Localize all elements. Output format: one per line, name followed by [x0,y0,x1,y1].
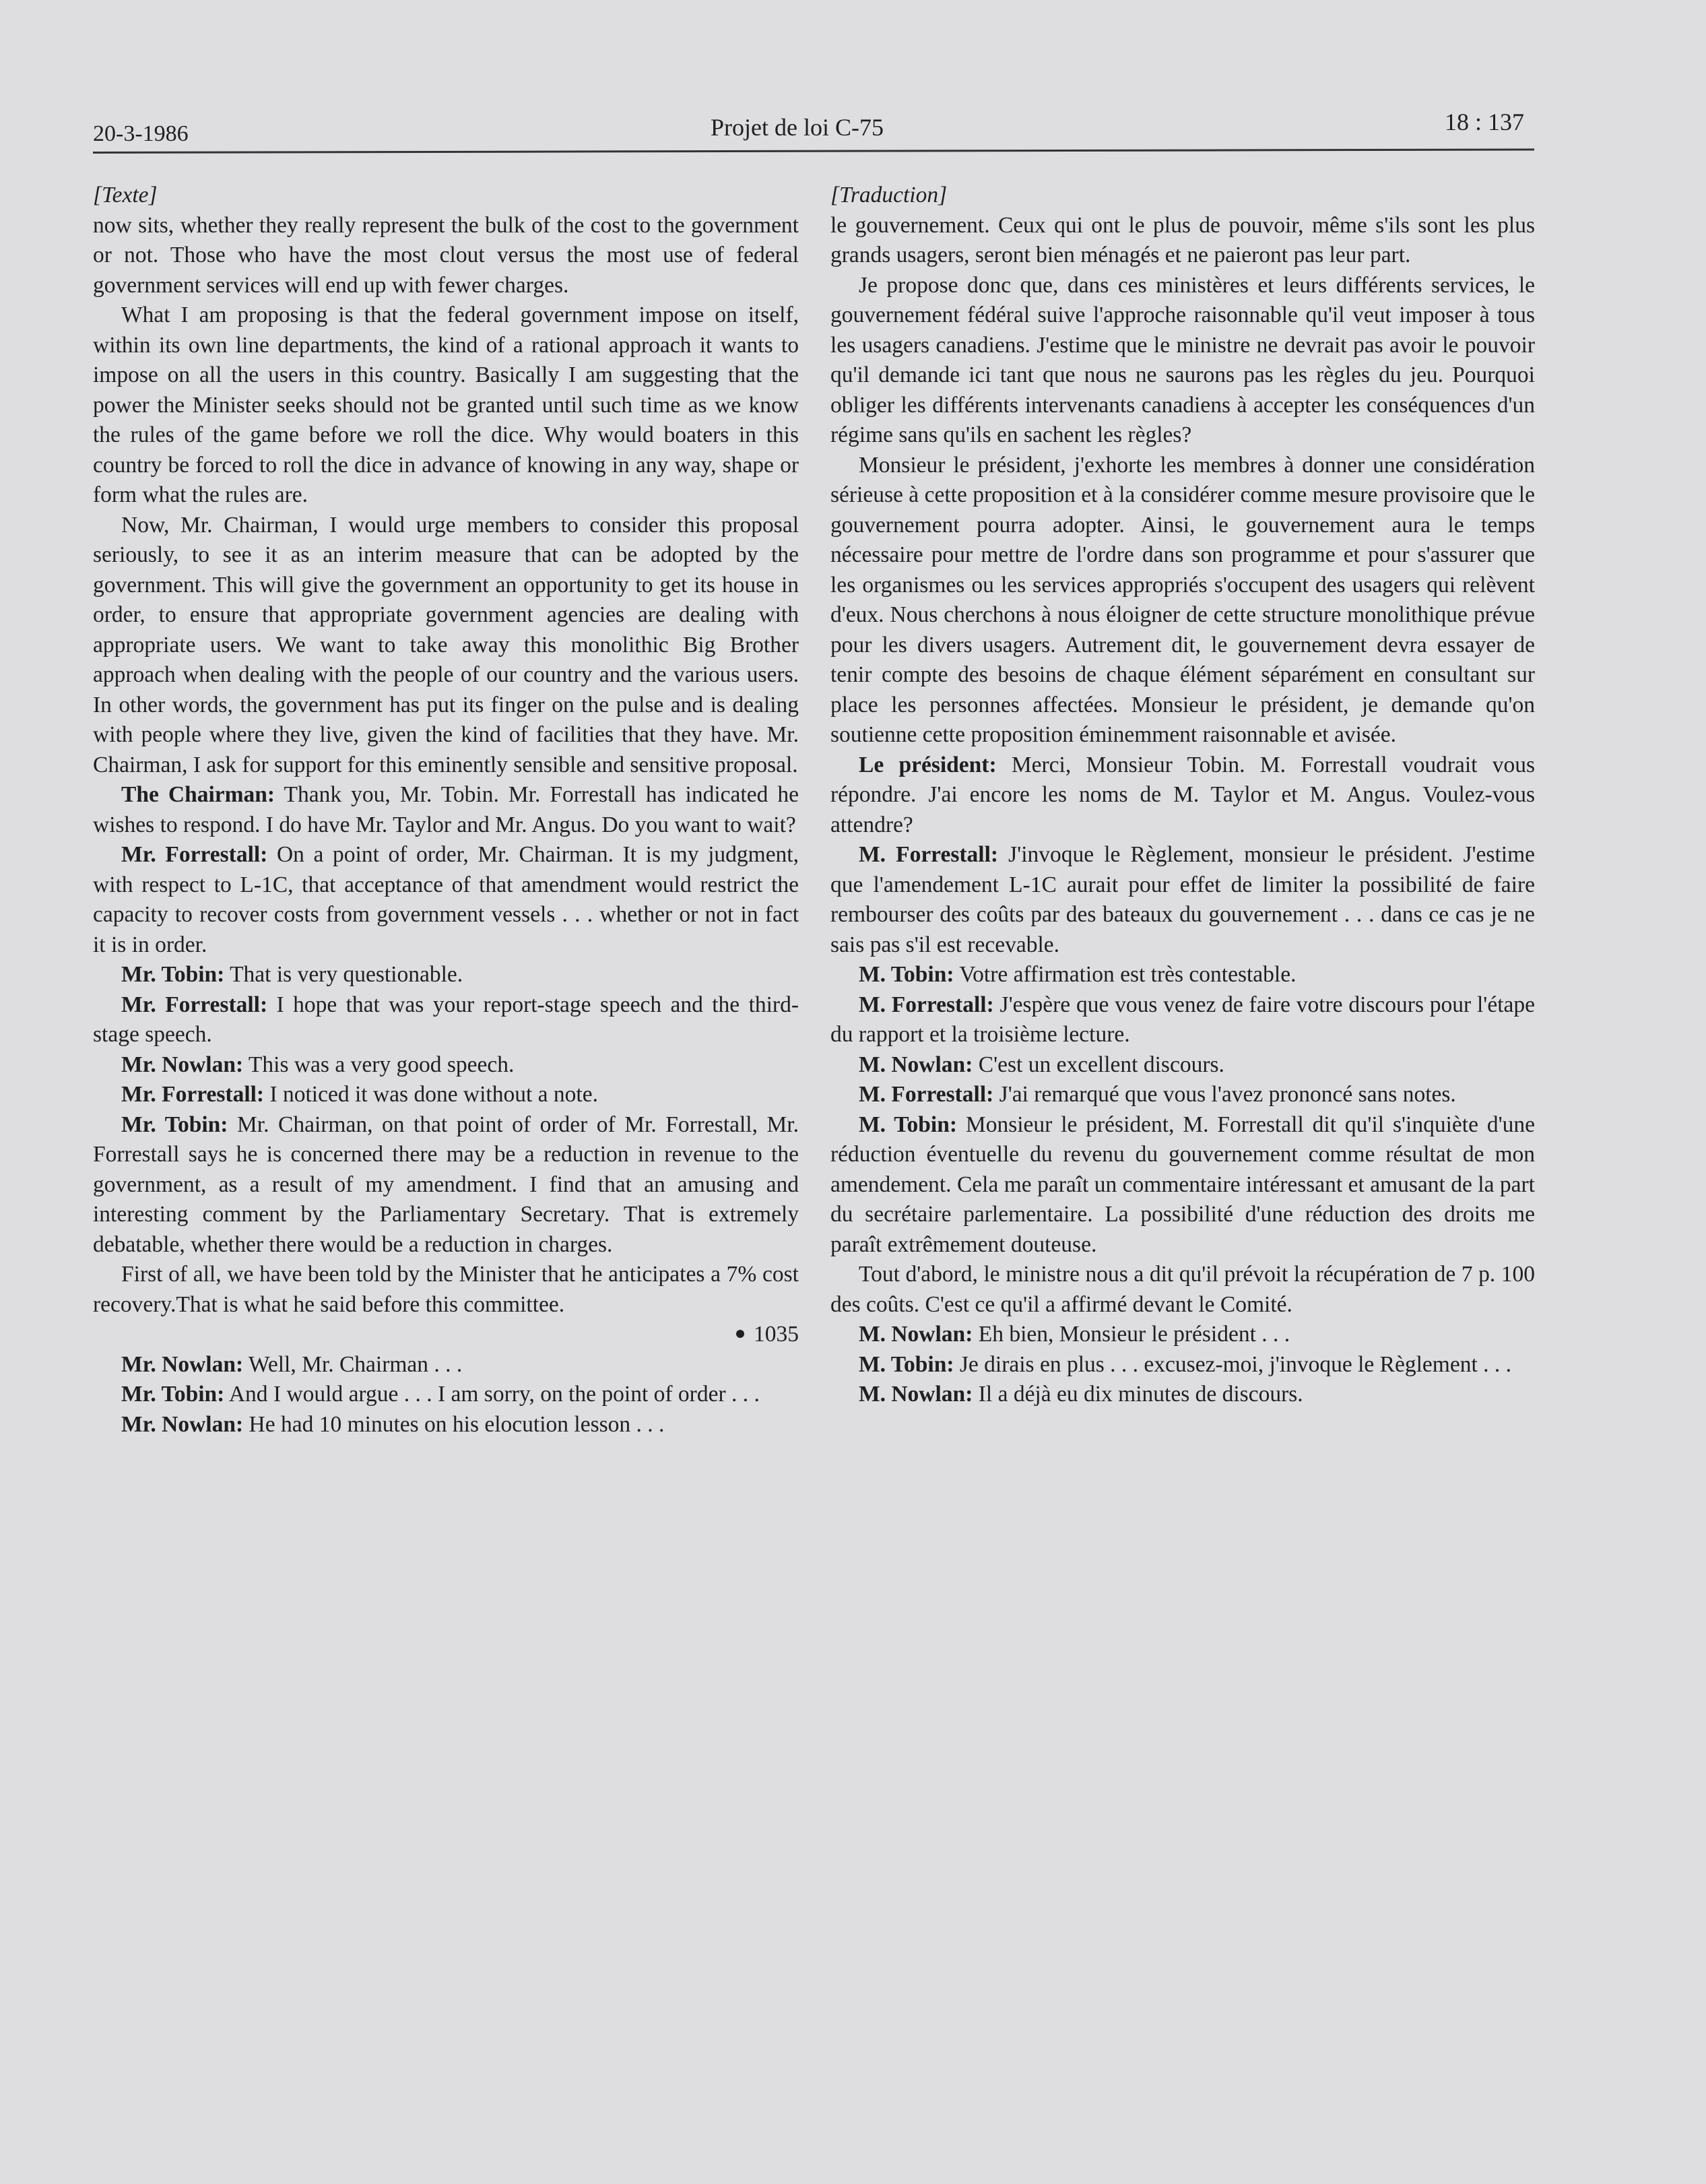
speech-text: And I would argue . . . I am sorry, on the point of order . . . [224,1382,760,1407]
speech [830,1080,1535,1110]
bullet-icon [736,1330,744,1338]
speech-text: Thank you, Mr. Tobin. Mr. Forrestall has indicated he wishes to respond. I do have Mr. Taylor and Mr. Angus. Do you want to wait? [93,782,799,837]
speech-text: Je dirais en plus . . . excusez-moi, j'invoque le Règlement . . . [954,1351,1512,1377]
time-marker [93,1320,799,1350]
speaker-name: Mr. Nowlan: [121,1411,244,1437]
speech [93,1350,799,1380]
speech [830,990,1535,1050]
speech-text: Merci, Monsieur Tobin. M. Forrestall voudrait vous répondre. J'ai encore les noms de M. Taylor et M. Angus. Voulez-vous attendre? [830,752,1535,837]
speaker-name: Mr. Nowlan: [121,1351,244,1377]
speaker-name: Mr. Forrestall: [121,842,268,867]
speech-text: J'invoque le Règlement, monsieur le président. J'estime que l'amendement L-1C aurait pour effet de limiter la possibilité de faire rembourser des coûts par des bateaux du gouvernement . . . dans ce cas je ne sais pas s'il est recevable. [830,842,1535,957]
speaker-name: M. Nowlan: [859,1382,973,1407]
paragraph: What I am proposing is that the federal government impose on itself, within its own line departments, the kind of a rational approach it wants to impose on all the users in this country. Basically I am suggesting that the power the Minister seeks should not be granted until such time as we know the rules of the game before we roll the dice. Why would boaters in this country be forced to roll the dice in advance of knowing in any way, shape or form what the rules are. [93,302,799,507]
paragraph: First of all, we have been told by the Minister that he anticipates a 7% cost recovery.That is what he said before this committee. [93,1262,799,1317]
speaker-name: M. Tobin: [859,962,954,987]
paragraph: Tout d'abord, le ministre nous a dit qu'il prévoit la récupération de 7 p. 100 des coûts. C'est ce qu'il a affirmé devant le Comité. [830,1262,1535,1317]
speaker-name: Mr. Nowlan: [121,1052,244,1077]
speech [830,750,1535,841]
speaker-name: M. Forrestall: [859,842,999,867]
speech [93,990,799,1050]
header-page-number: 18 : 137 [1445,108,1525,135]
paragraph: Now, Mr. Chairman, I would urge members to consider this proposal seriously, to see it as an interim measure that can be adopted by the government. This will give the government an opportunity to get its house in order, to ensure that appropriate government agencies are dealing with appropriate users. We want to take away this monolithic Big Brother approach when dealing with the people of our country and the various users. In other words, the government has put its finger on the pulse and is dealing with people where they live, given the kind of facilities that they have. Mr. Chairman, I ask for support for this eminently sensible and sensitive proposal. [93,512,799,777]
speaker-name: M. Forrestall: [859,992,994,1017]
speech [830,960,1535,990]
speech [830,1110,1535,1260]
time-marker-text: 1035 [754,1322,799,1347]
speaker-name: Le président: [859,752,997,777]
speaker-name: The Chairman: [121,782,275,807]
speaker-name: Mr. Forrestall: [121,1082,265,1107]
speech-text: On a point of order, Mr. Chairman. It is my judgment, with respect to L-1C, that acceptance of that amendment would restrict the capacity to recover costs from government vessels . . . whether or not in fact it is in order. [93,842,799,957]
speaker-name: Mr. Forrestall: [121,992,268,1017]
speech-text: Well, Mr. Chairman . . . [243,1351,463,1377]
speaker-name: M. Nowlan: [859,1052,973,1077]
english-column [93,181,799,1440]
speech-text: C'est un excellent discours. [973,1052,1224,1077]
speaker-name: M. Nowlan: [859,1322,973,1347]
speech-text: That is very questionable. [224,962,463,987]
speech [830,1320,1535,1350]
speaker-name: Mr. Tobin: [121,1382,225,1407]
speech-text: He had 10 minutes on his elocution lesson . . . [243,1411,665,1437]
french-column [830,181,1535,1410]
speaker-name: Mr. Tobin: [121,962,225,987]
speech [93,780,799,840]
speech-text: J'ai remarqué que vous l'avez prononcé sans notes. [993,1082,1456,1107]
paragraph: Je propose donc que, dans ces ministères et leurs différents services, le gouvernement fédéral suive l'approche raisonnable qu'il veut imposer à tous les usagers canadiens. J'estime que le ministre ne devrait pas avoir le pouvoir qu'il demande ici tant que nous ne saurons pas les règles du jeu. Pourquoi obliger les différents intervenants canadiens à accepter les conséquences d'un régime sans qu'ils en sachent les règles? [830,272,1535,447]
speaker-name: M. Tobin: [859,1351,954,1377]
speech [93,1410,799,1440]
speech [93,1050,799,1081]
page-header [0,0,1706,162]
speech-text: I hope that was your report-stage speech and the third-stage speech. [93,992,799,1047]
column-tag: [Traduction] [830,183,948,207]
speech [93,1380,799,1410]
speech-text: Mr. Chairman, on that point of order of Mr. Forrestall, Mr. Forrestall says he is concerned there may be a reduction in revenue to the government, as a result of my amendment. I find that an amusing and interesting comment by the Parliamentary Secretary. That is extremely debatable, whether there would be a reduction in charges. [93,1112,799,1257]
speaker-name: M. Tobin: [859,1112,958,1137]
paragraph: now sits, whether they really represent the bulk of the cost to the government or not. Those who have the most clout versus the most use of federal government services will end up with fewer charges. [93,212,799,298]
speech-text: I noticed it was done without a note. [264,1082,598,1107]
paragraph: le gouvernement. Ceux qui ont le plus de pouvoir, même s'ils sont les plus grands usagers, seront bien ménagés et ne paieront pas leur part. [830,212,1535,267]
speech-text: Monsieur le président, M. Forrestall dit qu'il s'inquiète d'une réduction éventuelle du revenu du gouvernement comme résultat de mon amendement. Cela me paraît un commentaire intéressant et amusant de la part du secrétaire parlementaire. La possibilité d'une réduction des droits me paraît extrêmement douteuse. [830,1112,1535,1257]
speech-text: J'espère que vous venez de faire votre discours pour l'étape du rapport et la troisième lecture. [830,992,1536,1047]
header-title: Projet de loi C-75 [711,114,884,141]
speech [830,1350,1535,1380]
header-date: 20-3-1986 [93,121,189,146]
speech-text: This was a very good speech. [243,1052,515,1077]
speech [93,840,799,960]
column-tag: [Texte] [93,183,158,207]
speaker-name: M. Forrestall: [859,1082,994,1107]
speech-text: Il a déjà eu dix minutes de discours. [973,1382,1303,1407]
speech [830,1380,1535,1410]
speech [830,1050,1535,1081]
speech [93,1110,799,1260]
speech [830,840,1535,960]
paragraph: Monsieur le président, j'exhorte les membres à donner une considération sérieuse à cette proposition et à la considérer comme mesure provisoire que le gouvernement pourra adopter. Ainsi, le gouvernement aura le temps nécessaire pour mettre de l'ordre dans son programme et pour s'assurer que les organismes ou les services appropriés s'occupent des usagers qui relèvent d'eux. Nous cherchons à nous éloigner de cette structure monolithique prévue pour les divers usagers. Autrement dit, le gouvernement devra essayer de tenir compte des besoins de chaque élément séparément en consultant sur place les personnes affectées. Monsieur le président, je demande qu'on soutienne cette proposition éminemment raisonnable et avisée. [830,452,1535,747]
speech-text: Eh bien, Monsieur le président . . . [973,1322,1290,1347]
speech-text: Votre affirmation est très contestable. [954,962,1297,987]
speech [93,960,799,990]
speech [93,1080,799,1110]
speaker-name: Mr. Tobin: [121,1112,228,1137]
header-rule [93,149,1534,154]
